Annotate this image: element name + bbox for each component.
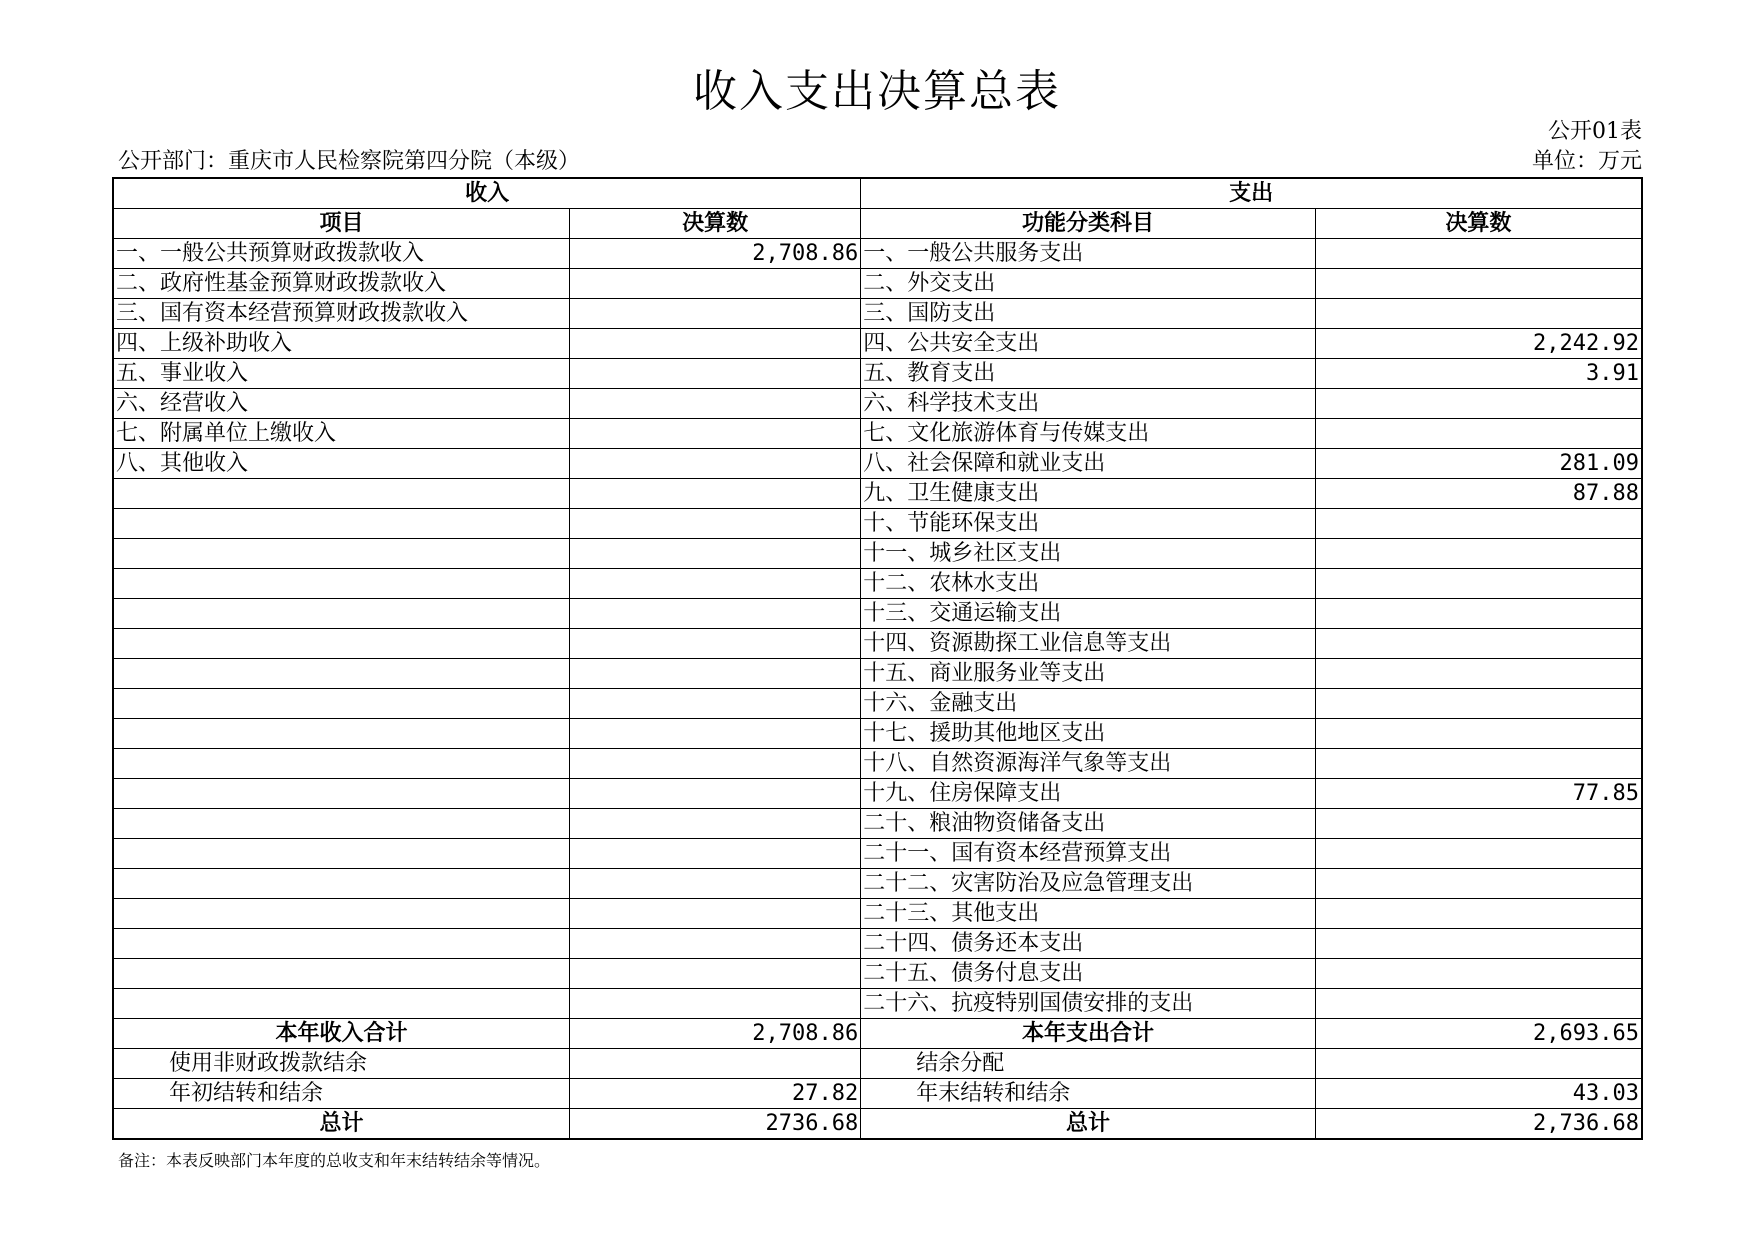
income-amount-cell (570, 719, 861, 749)
income-amount-cell (570, 359, 861, 389)
table-row (113, 599, 1642, 629)
expense-amount-cell (1315, 959, 1642, 989)
income-item-header: 项目 (113, 209, 570, 239)
year-expense-value: 2,693.65 (1315, 1019, 1642, 1049)
expense-item-cell: 二十六、抗疫特别国债安排的支出 (861, 989, 1316, 1019)
expense-item-cell: 十九、住房保障支出 (861, 779, 1316, 809)
income-amount-cell (570, 899, 861, 929)
income-item-cell: 四、上级补助收入 (113, 329, 570, 359)
expense-amount-cell: 87.88 (1315, 479, 1642, 509)
expense-amount-cell: 77.85 (1315, 779, 1642, 809)
income-item-cell (113, 959, 570, 989)
income-amount-cell (570, 329, 861, 359)
table-row (113, 359, 1642, 389)
table-row (113, 929, 1642, 959)
expense-item-cell: 五、教育支出 (861, 359, 1316, 389)
table-row (113, 989, 1642, 1019)
expense-amount-cell (1315, 929, 1642, 959)
table-row (113, 569, 1642, 599)
table-row (113, 239, 1642, 269)
income-item-cell (113, 779, 570, 809)
income-item-cell: 八、其他收入 (113, 449, 570, 479)
income-amount-cell (570, 989, 861, 1019)
expense-amount-cell (1315, 809, 1642, 839)
income-amount-cell (570, 419, 861, 449)
table-row (113, 689, 1642, 719)
expense-item-cell: 十八、自然资源海洋气象等支出 (861, 749, 1316, 779)
page-title: 收入支出决算总表 (693, 66, 1061, 117)
income-item-cell: 一、一般公共预算财政拨款收入 (113, 239, 570, 269)
income-item-cell: 五、事业收入 (113, 359, 570, 389)
expense-amount-cell (1315, 659, 1642, 689)
table-row (113, 959, 1642, 989)
expense-amount-cell (1315, 239, 1642, 269)
begin-carryover-value: 27.82 (570, 1079, 861, 1109)
expense-item-cell: 十三、交通运输支出 (861, 599, 1316, 629)
expense-amount-cell: 281.09 (1315, 449, 1642, 479)
expense-item-cell: 七、文化旅游体育与传媒支出 (861, 419, 1316, 449)
income-section-header: 收入 (113, 178, 861, 209)
expense-section-header: 支出 (861, 178, 1642, 209)
income-amount-cell (570, 599, 861, 629)
unit-label: 单位：万元 (1531, 149, 1642, 174)
income-amount-cell (570, 269, 861, 299)
grand-total-label-right: 总计 (861, 1109, 1316, 1140)
grand-total-value-right: 2,736.68 (1315, 1109, 1642, 1140)
expense-item-cell: 三、国防支出 (861, 299, 1316, 329)
column-header-row (113, 209, 1642, 239)
expense-amount-cell (1315, 899, 1642, 929)
income-amount-cell (570, 779, 861, 809)
table-row (113, 809, 1642, 839)
expense-amount-cell (1315, 989, 1642, 1019)
income-amount-cell (570, 749, 861, 779)
income-amount-cell (570, 569, 861, 599)
table-row (113, 659, 1642, 689)
income-amount-cell (570, 509, 861, 539)
section-header-row (113, 178, 1642, 209)
table-row (113, 719, 1642, 749)
income-amount-cell (570, 479, 861, 509)
income-amount-cell (570, 539, 861, 569)
expense-amount-cell (1315, 839, 1642, 869)
income-amount-cell: 2,708.86 (570, 239, 861, 269)
expense-amount-cell (1315, 269, 1642, 299)
year-income-label: 本年收入合计 (113, 1019, 570, 1049)
expense-item-cell: 十六、金融支出 (861, 689, 1316, 719)
end-carryover-value: 43.03 (1315, 1079, 1642, 1109)
expense-amount-cell (1315, 509, 1642, 539)
expense-item-cell: 十五、商业服务业等支出 (861, 659, 1316, 689)
expense-amount-cell (1315, 419, 1642, 449)
expense-item-cell: 四、公共安全支出 (861, 329, 1316, 359)
income-amount-cell (570, 959, 861, 989)
expense-amount-cell (1315, 569, 1642, 599)
income-item-cell (113, 929, 570, 959)
footnote: 备注：本表反映部门本年度的总收支和年末结转结余等情况。 (118, 1151, 551, 1170)
expense-amount-cell (1315, 719, 1642, 749)
income-amount-cell (570, 869, 861, 899)
expense-item-cell: 二十三、其他支出 (861, 899, 1316, 929)
table-row (113, 629, 1642, 659)
income-item-cell (113, 689, 570, 719)
expense-item-cell: 九、卫生健康支出 (861, 479, 1316, 509)
expense-amount-cell (1315, 539, 1642, 569)
expense-amount-cell (1315, 389, 1642, 419)
income-item-cell: 二、政府性基金预算财政拨款收入 (113, 269, 570, 299)
nonfiscal-value (570, 1049, 861, 1079)
department-label: 公开部门：重庆市人民检察院第四分院（本级） (118, 149, 581, 174)
expense-amount-header: 决算数 (1315, 209, 1642, 239)
income-item-cell (113, 659, 570, 689)
table-row (113, 449, 1642, 479)
table-row (113, 389, 1642, 419)
income-item-cell (113, 719, 570, 749)
year-income-value: 2,708.86 (570, 1019, 861, 1049)
table-row (113, 479, 1642, 509)
expense-item-cell: 十二、农林水支出 (861, 569, 1316, 599)
expense-item-cell: 二、外交支出 (861, 269, 1316, 299)
income-amount-cell (570, 659, 861, 689)
expense-amount-cell (1315, 629, 1642, 659)
expense-item-cell: 二十二、灾害防治及应急管理支出 (861, 869, 1316, 899)
expense-item-cell: 十四、资源勘探工业信息等支出 (861, 629, 1316, 659)
income-item-cell (113, 479, 570, 509)
expense-amount-cell (1315, 689, 1642, 719)
expense-item-cell: 二十一、国有资本经营预算支出 (861, 839, 1316, 869)
expense-item-cell: 十、节能环保支出 (861, 509, 1316, 539)
grand-total-label-left: 总计 (113, 1109, 570, 1140)
surplus-alloc-value (1315, 1049, 1642, 1079)
table-row (113, 419, 1642, 449)
table-row (113, 539, 1642, 569)
expense-amount-cell (1315, 749, 1642, 779)
nonfiscal-label: 使用非财政拨款结余 (113, 1049, 570, 1079)
table-row (113, 749, 1642, 779)
income-item-cell (113, 809, 570, 839)
income-item-cell (113, 599, 570, 629)
income-item-cell (113, 749, 570, 779)
expense-amount-cell: 3.91 (1315, 359, 1642, 389)
table-row (113, 899, 1642, 929)
table-row (113, 269, 1642, 299)
income-amount-cell (570, 839, 861, 869)
income-item-cell (113, 839, 570, 869)
expense-item-cell: 二十四、债务还本支出 (861, 929, 1316, 959)
expense-amount-cell (1315, 869, 1642, 899)
expense-item-cell: 八、社会保障和就业支出 (861, 449, 1316, 479)
end-carryover-label: 年末结转和结余 (861, 1079, 1316, 1109)
expense-item-cell: 十七、援助其他地区支出 (861, 719, 1316, 749)
carryover-row (113, 1079, 1642, 1109)
income-item-cell (113, 629, 570, 659)
income-item-cell: 七、附属单位上缴收入 (113, 419, 570, 449)
income-amount-cell (570, 389, 861, 419)
income-item-cell (113, 509, 570, 539)
table-row (113, 329, 1642, 359)
expense-item-cell: 二十五、债务付息支出 (861, 959, 1316, 989)
income-item-cell (113, 569, 570, 599)
income-item-cell (113, 869, 570, 899)
nonfiscal-row (113, 1049, 1642, 1079)
grand-total-row (113, 1109, 1642, 1140)
table-row (113, 869, 1642, 899)
expense-item-cell: 二十、粮油物资储备支出 (861, 809, 1316, 839)
expense-item-cell: 六、科学技术支出 (861, 389, 1316, 419)
expense-amount-cell: 2,242.92 (1315, 329, 1642, 359)
table-row (113, 839, 1642, 869)
expense-amount-cell (1315, 299, 1642, 329)
income-amount-cell (570, 929, 861, 959)
income-item-cell (113, 989, 570, 1019)
grand-total-value-left: 2736.68 (570, 1109, 861, 1140)
summary-table (112, 177, 1643, 1140)
income-item-cell: 三、国有资本经营预算财政拨款收入 (113, 299, 570, 329)
income-amount-cell (570, 689, 861, 719)
form-number: 公开01表 (1548, 119, 1642, 144)
income-item-cell (113, 539, 570, 569)
expense-item-cell: 一、一般公共服务支出 (861, 239, 1316, 269)
expense-item-cell: 十一、城乡社区支出 (861, 539, 1316, 569)
income-amount-header: 决算数 (570, 209, 861, 239)
expense-item-header: 功能分类科目 (861, 209, 1316, 239)
surplus-alloc-label: 结余分配 (861, 1049, 1316, 1079)
income-amount-cell (570, 809, 861, 839)
income-amount-cell (570, 449, 861, 479)
begin-carryover-label: 年初结转和结余 (113, 1079, 570, 1109)
income-item-cell (113, 899, 570, 929)
income-item-cell: 六、经营收入 (113, 389, 570, 419)
table-row (113, 509, 1642, 539)
table-row (113, 299, 1642, 329)
income-amount-cell (570, 299, 861, 329)
expense-amount-cell (1315, 599, 1642, 629)
year-total-row (113, 1019, 1642, 1049)
year-expense-label: 本年支出合计 (861, 1019, 1316, 1049)
income-amount-cell (570, 629, 861, 659)
table-row (113, 779, 1642, 809)
